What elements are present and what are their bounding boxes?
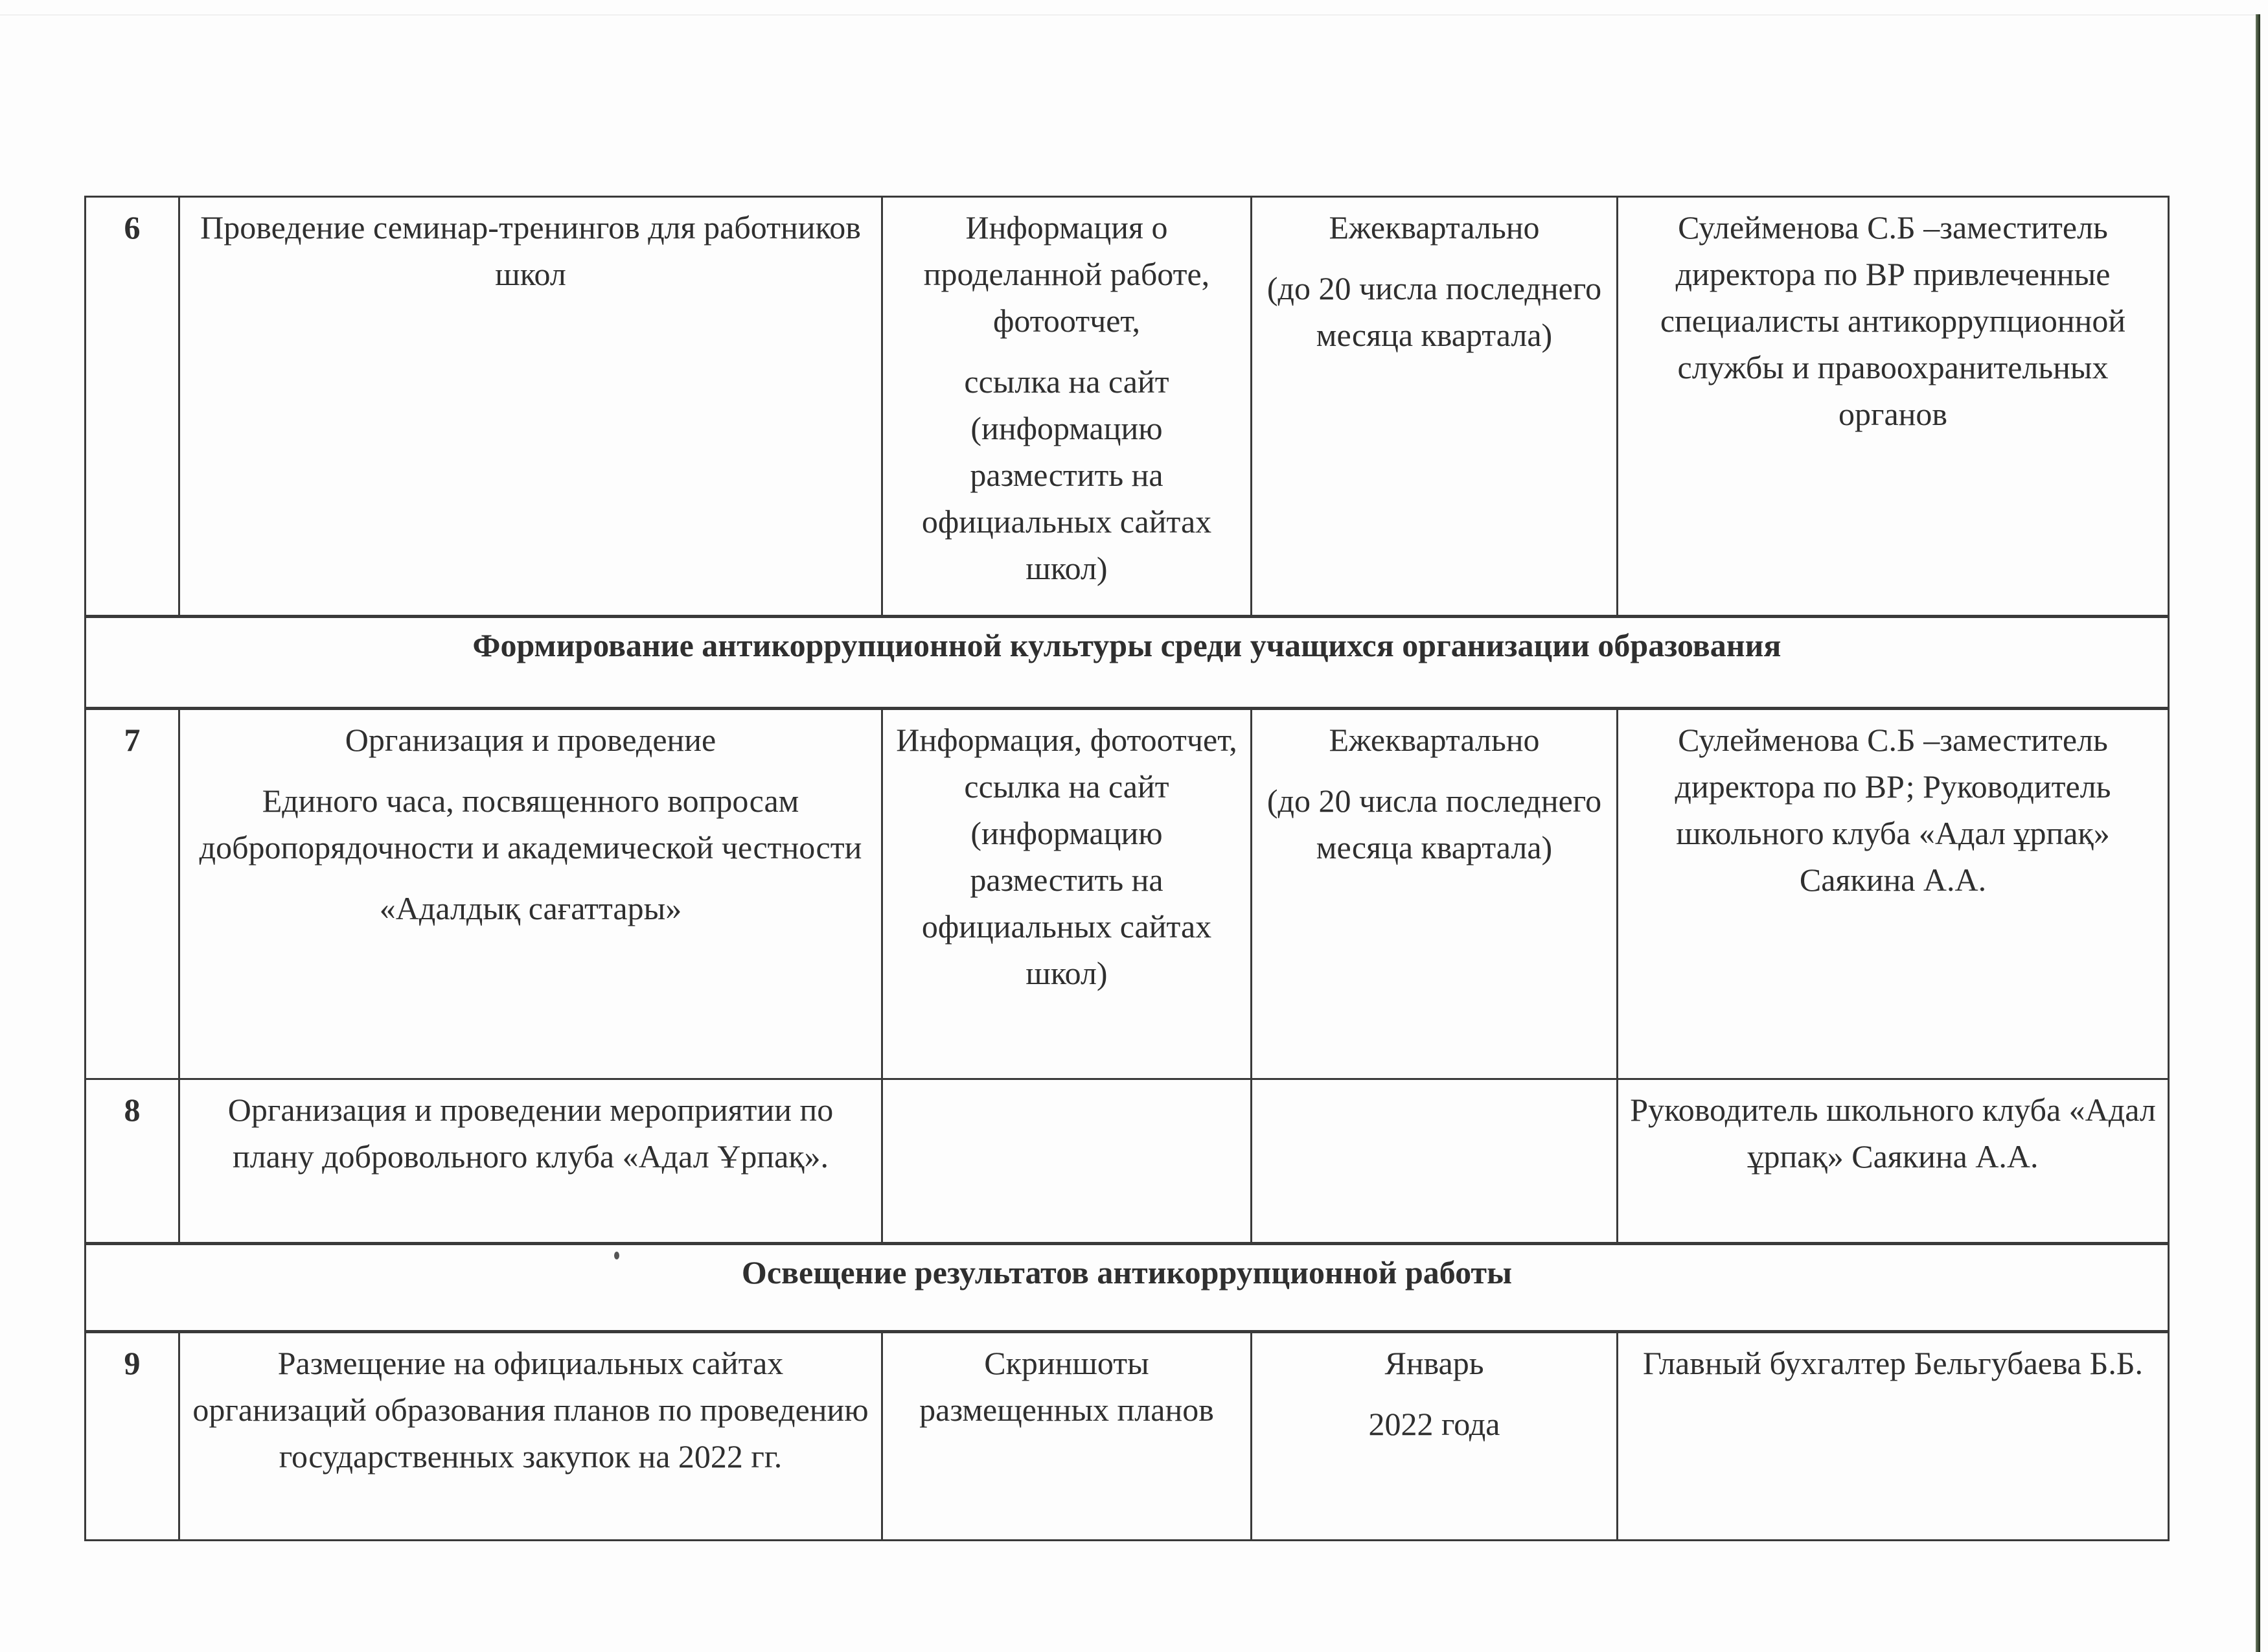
row-number: 7 (86, 709, 179, 1079)
deadline-text: (до 20 числа последнего месяца квартала) (1266, 270, 1602, 353)
responsible-cell (1618, 1079, 2169, 1244)
deadline-text: Ежеквартально (1329, 722, 1540, 758)
row-number: 9 (86, 1332, 179, 1541)
deadline-cell (1252, 197, 1618, 617)
responsible-text: Сулейменова С.Б –заместитель директора по ВР; Руководитель школьного клуба «Адал ұрпақ» Саякина А.А. (1675, 722, 2111, 898)
event-text: «Адалдық сағаттары» (379, 890, 682, 926)
scan-right-edge (2256, 14, 2260, 1652)
form-text: Информация о проделанной работе, фотоотчет, (923, 209, 1210, 339)
table-row (86, 709, 2169, 1079)
scan-top-edge (0, 14, 2256, 16)
deadline-cell (1252, 1079, 1618, 1244)
deadline-text: Январь (1384, 1345, 1484, 1381)
responsible-cell (1618, 197, 2169, 617)
form-text: Информация, фотоотчет, ссылка на сайт (информацию разместить на официальных сайтах школ) (896, 722, 1237, 991)
form-cell (882, 1332, 1252, 1541)
deadline-text: 2022 года (1368, 1406, 1500, 1442)
event-cell (179, 1332, 882, 1541)
responsible-text: Главный бухгалтер Бельгубаева Б.Б. (1642, 1345, 2144, 1381)
event-text: Единого часа, посвященного вопросам добропорядочности и академической честности (199, 783, 862, 866)
table-row (86, 1079, 2169, 1244)
deadline-text: (до 20 числа последнего месяца квартала) (1266, 783, 1602, 866)
scan-speck (614, 1252, 619, 1259)
row-number: 6 (86, 197, 179, 617)
responsible-cell (1618, 1332, 2169, 1541)
event-cell (179, 709, 882, 1079)
deadline-cell (1252, 709, 1618, 1079)
plan-table (84, 196, 2170, 1541)
responsible-text: Сулейменова С.Б –заместитель директора по ВР привлеченные специалисты антикоррупционной службы и правоохранительных органов (1660, 209, 2126, 432)
event-text: Размещение на официальных сайтах организаций образования планов по проведению государственных закупок на 2022 гг. (192, 1345, 869, 1474)
event-cell (179, 1079, 882, 1244)
event-cell (179, 197, 882, 617)
section-heading: Освещение результатов антикоррупционной работы (86, 1244, 2169, 1332)
section-row (86, 1244, 2169, 1332)
event-text: Организация и проведение (345, 722, 716, 758)
responsible-cell (1618, 709, 2169, 1079)
table-row (86, 197, 2169, 617)
form-cell (882, 709, 1252, 1079)
form-cell (882, 1079, 1252, 1244)
deadline-text: Ежеквартально (1329, 209, 1540, 246)
section-heading: Формирование антикоррупционной культуры среди учащихся организации образования (86, 617, 2169, 709)
row-number: 8 (86, 1079, 179, 1244)
deadline-cell (1252, 1332, 1618, 1541)
form-text: Скриншоты размещенных планов (919, 1345, 1214, 1428)
form-cell (882, 197, 1252, 617)
event-text: Проведение семинар-тренингов для работников школ (200, 209, 861, 292)
table-row (86, 1332, 2169, 1541)
responsible-text: Руководитель школьного клуба «Адал ұрпақ» Саякина А.А. (1630, 1092, 2156, 1175)
section-row (86, 617, 2169, 709)
event-text: Организация и проведении мероприятии по плану добровольного клуба «Адал Ұрпақ». (227, 1092, 834, 1175)
form-text: ссылка на сайт (информацию разместить на официальных сайтах школ) (921, 363, 1212, 586)
